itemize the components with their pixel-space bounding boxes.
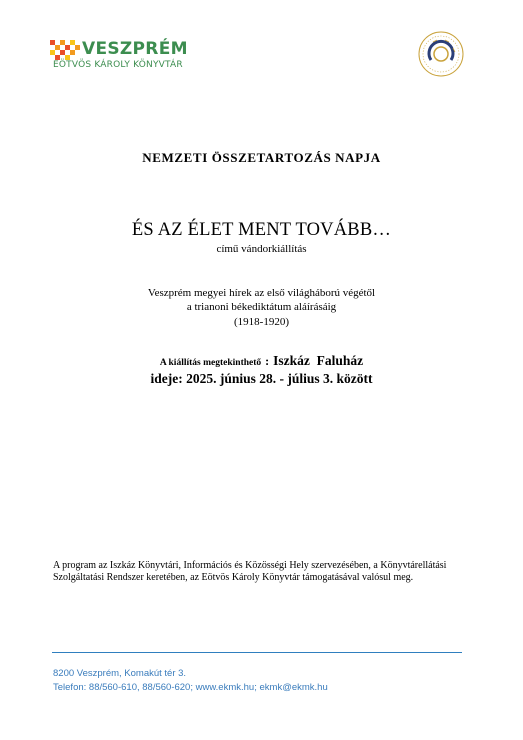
checkered-mark-icon <box>50 40 80 62</box>
footer-divider <box>52 652 462 653</box>
venue-label: A kiállítás megtekinthető <box>159 358 262 368</box>
venue-colon: : <box>265 354 270 368</box>
description-line: (1918-1920) <box>234 316 289 328</box>
contact-phones-web: Telefon: 88/560-610, 88/560-620; www.ekmk.hu; ekmk@ekmk.hu <box>53 682 328 693</box>
contact-address: 8200 Veszprém, Komakút tér 3. <box>53 668 187 679</box>
program-note-line: Szolgáltatási Rendszer keretében, az Eötvös Károly Könyvtár támogatásával valósul meg. <box>53 572 414 583</box>
logo-subtitle: EÖTVÖS KÁROLY KÖNYVTÁR <box>53 60 183 70</box>
anniversary-seal-icon <box>417 30 465 78</box>
exhibition-dates: ideje: 2025. június 28. - július 3. között <box>150 371 373 386</box>
library-logo <box>50 38 220 72</box>
exhibition-title: ÉS AZ ÉLET MENT TOVÁBB… <box>131 220 392 240</box>
venue-value: Iszkáz Faluház <box>273 353 364 368</box>
logo-title: VESZPRÉM <box>82 39 188 59</box>
event-title: NEMZETI ÖSSZETARTOZÁS NAPJA <box>142 150 381 165</box>
venue-line <box>0 352 523 370</box>
program-note-line: A program az Iszkáz Könyvtári, Információs és Közösségi Hely szervezésében, a Könyvtárellátási <box>53 560 447 571</box>
description-line: Veszprém megyei hírek az első világháború végétől <box>147 287 376 299</box>
exhibition-subtitle: című vándorkiállítás <box>216 243 307 255</box>
description-line: a trianoni békediktátum aláírásáig <box>186 301 337 313</box>
